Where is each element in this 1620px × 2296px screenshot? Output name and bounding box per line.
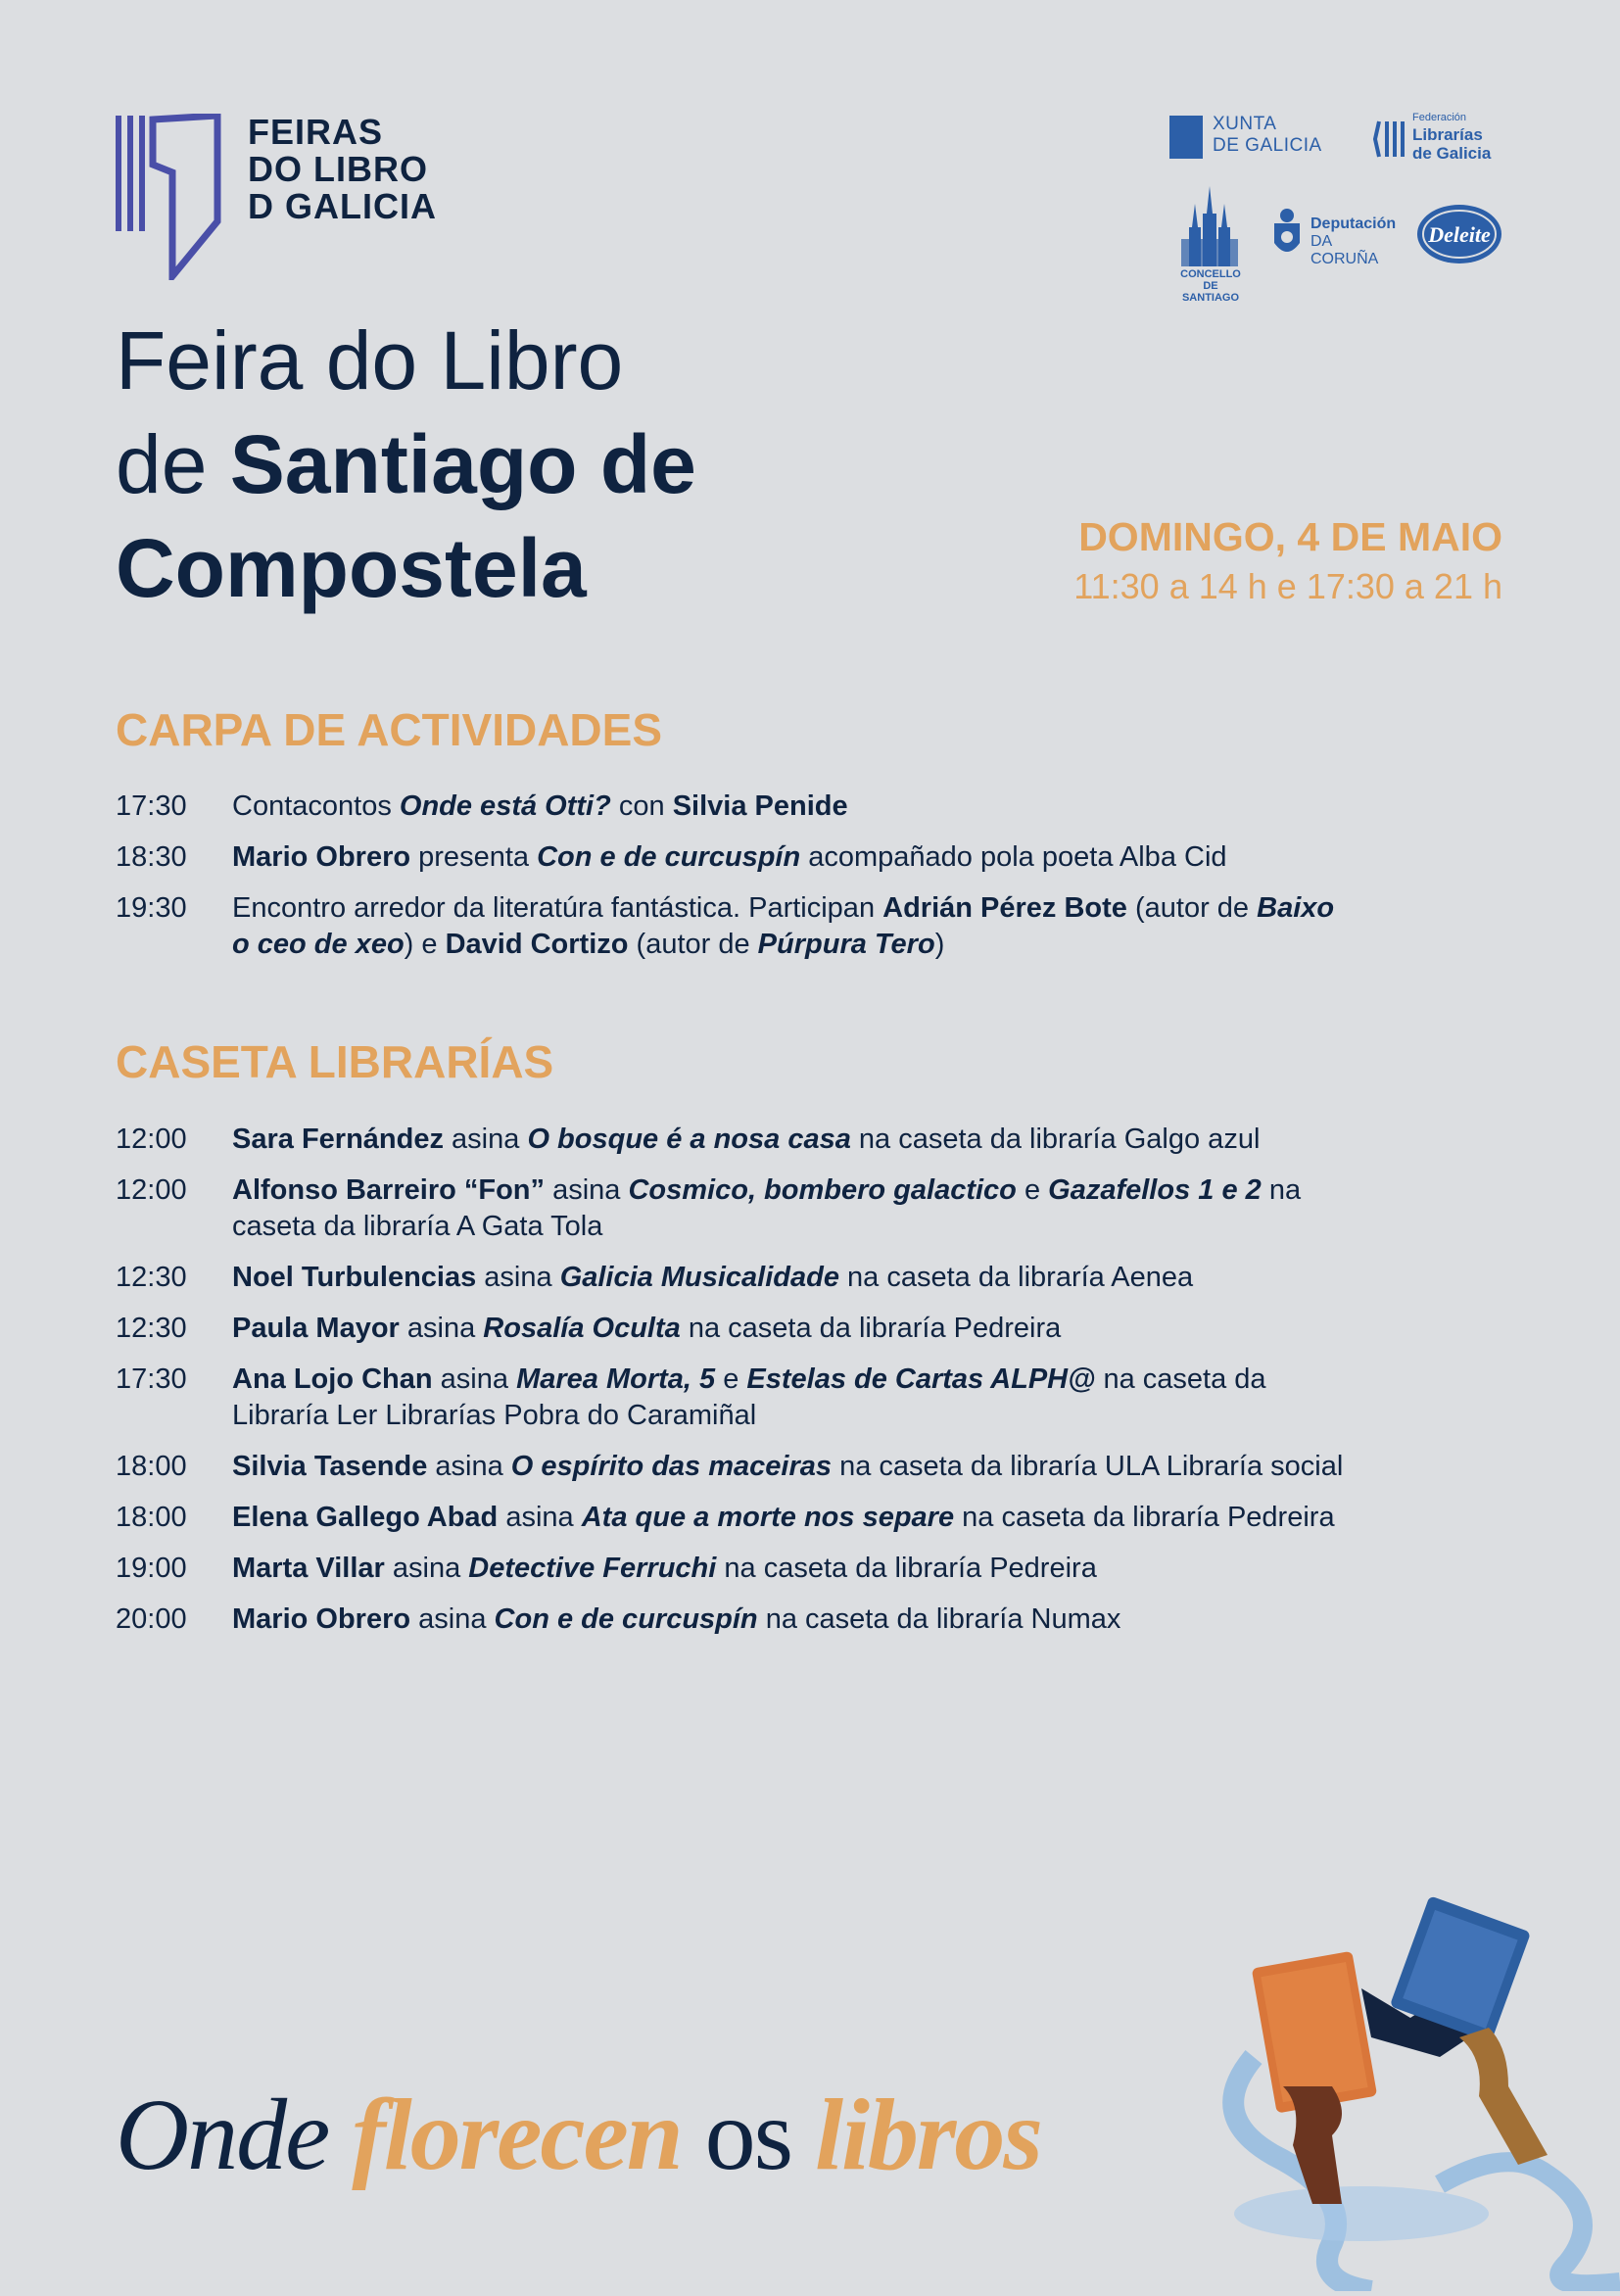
book-title: O espírito das maceiras — [510, 1451, 833, 1482]
row-time: 17:30 — [116, 1363, 187, 1395]
carpa-schedule — [116, 789, 1350, 978]
schedule-row — [116, 1260, 1350, 1296]
person-name: Paula Mayor — [232, 1313, 400, 1344]
row-description — [232, 1260, 1350, 1296]
row-description — [232, 1362, 1350, 1434]
person-name: Alfonso Barreiro “Fon” — [232, 1174, 546, 1206]
book-title: Detective Ferruchi — [468, 1553, 717, 1584]
d: presenta — [410, 841, 538, 873]
row-time: 19:00 — [116, 1553, 187, 1584]
person-name: Marta Villar — [232, 1553, 385, 1584]
person-name: Silvia Penide — [672, 790, 848, 822]
book-logo-icon — [116, 114, 223, 280]
row-time: 20:00 — [116, 1603, 187, 1635]
deputacion-line-1: Deputación — [1310, 215, 1397, 232]
deleite-badge-icon — [1414, 202, 1504, 266]
schedule-row — [116, 789, 1350, 825]
federacion-bars-icon — [1373, 118, 1406, 161]
schedule-row — [116, 839, 1350, 876]
brand-line-2: DO LIBRO — [248, 149, 428, 189]
d: asina — [443, 1124, 528, 1155]
books-hands-illustration — [1215, 1890, 1620, 2291]
schedule-row — [116, 1449, 1350, 1485]
d: e — [1016, 1174, 1049, 1206]
feiras-do-libro-logo — [116, 114, 449, 280]
d: (autor de — [628, 929, 758, 960]
d: con — [610, 790, 673, 822]
brand-line-3: D GALICIA — [248, 186, 437, 226]
deputacion-coruna-logo — [1271, 206, 1399, 267]
row-description — [232, 839, 1350, 876]
federacion-librarias-logo — [1373, 112, 1520, 167]
book-title: Con e de curcuspín — [537, 841, 801, 873]
carpa-heading: CARPA DE ACTIVIDADES — [116, 704, 662, 755]
d: na caseta da libraría Pedreira — [716, 1553, 1097, 1584]
schedule-row — [116, 1362, 1350, 1434]
concello-line-2: SANTIAGO — [1181, 292, 1240, 304]
d: asina — [432, 1363, 517, 1395]
title-line-2-prefix: de — [116, 418, 230, 510]
federacion-line-2: de Galicia — [1412, 144, 1492, 163]
row-description — [232, 890, 1350, 963]
row-description — [232, 1602, 1350, 1638]
caseta-schedule — [116, 1122, 1350, 1652]
book-title: Gazafellos 1 e 2 — [1048, 1174, 1262, 1206]
row-description — [232, 1449, 1350, 1485]
slogan-word-4: libros — [815, 2079, 1041, 2191]
d: Contacontos — [232, 790, 400, 822]
event-date — [1073, 511, 1502, 611]
d: asina — [399, 1313, 484, 1344]
title-line-2 — [116, 412, 801, 516]
row-time: 12:00 — [116, 1124, 187, 1155]
deputacion-line-2: DA CORUÑA — [1310, 233, 1379, 267]
books-illustration-icon — [1215, 1890, 1620, 2291]
row-description — [232, 1551, 1350, 1587]
deleite-logo — [1414, 202, 1504, 266]
book-title: Cosmico, bombero galactico — [628, 1174, 1017, 1206]
row-description — [232, 1172, 1350, 1245]
row-time: 17:30 — [116, 790, 187, 822]
brand-line-1: FEIRAS — [248, 112, 384, 152]
d: na caseta da libraría Pedreira — [954, 1502, 1335, 1533]
d: Encontro arredor da literatúra fantástica. Participan — [232, 892, 883, 924]
caseta-heading: CASETA LIBRARÍAS — [116, 1036, 554, 1087]
book-title: Galicia Musicalidade — [559, 1262, 839, 1293]
row-time: 12:00 — [116, 1174, 187, 1206]
book-title: Púrpura Tero — [757, 929, 935, 960]
xunta-line-2: DE GALICIA — [1213, 135, 1322, 156]
d: asina — [410, 1603, 495, 1635]
person-name: Noel Turbulencias — [232, 1262, 477, 1293]
slogan-word-2: florecen — [352, 2079, 682, 2191]
schedule-row — [116, 1172, 1350, 1245]
row-description — [232, 1311, 1350, 1347]
xunta-logo — [1169, 114, 1336, 163]
title-line-1: Feira do Libro — [116, 314, 624, 407]
row-time: 12:30 — [116, 1262, 187, 1293]
title-line-3: Compostela — [116, 522, 587, 614]
row-description — [232, 789, 1350, 825]
event-hours: 11:30 a 14 h e 17:30 a 21 h — [1073, 566, 1502, 606]
d: ) — [934, 929, 945, 960]
schedule-row — [116, 1122, 1350, 1158]
person-name: Mario Obrero — [232, 1603, 411, 1635]
row-time: 18:00 — [116, 1451, 187, 1482]
schedule-row — [116, 1500, 1350, 1536]
d: asina — [427, 1451, 511, 1482]
person-name: Sara Fernández — [232, 1124, 444, 1155]
deleite-label: Deleite — [1428, 222, 1491, 247]
d: asina — [476, 1262, 560, 1293]
person-name: Mario Obrero — [232, 841, 411, 873]
d: e — [715, 1363, 747, 1395]
shield-icon — [1271, 206, 1303, 261]
d: na caseta da libraría Pedreira — [680, 1313, 1062, 1344]
row-description — [232, 1500, 1350, 1536]
row-time: 12:30 — [116, 1313, 187, 1344]
schedule-row — [116, 890, 1350, 963]
d: asina — [384, 1553, 469, 1584]
slogan-word-1: Onde — [116, 2079, 353, 2191]
d: ) e — [404, 929, 446, 960]
title-line-2-bold: Santiago de — [229, 418, 696, 510]
slogan — [116, 2077, 1041, 2193]
d: (autor de — [1126, 892, 1258, 924]
schedule-row — [116, 1602, 1350, 1638]
person-name: David Cortizo — [445, 929, 629, 960]
d: na caseta da libraría Numax — [757, 1603, 1121, 1635]
federacion-line-1: Librarías — [1412, 125, 1483, 144]
book-title: Marea Morta, 5 — [516, 1363, 716, 1395]
federacion-small: Federación — [1412, 112, 1467, 123]
concello-santiago-logo — [1166, 184, 1254, 304]
row-time: 19:30 — [116, 892, 187, 924]
book-title: Ata que a morte nos separe — [581, 1502, 955, 1533]
person-name: Ana Lojo Chan — [232, 1363, 433, 1395]
book-title: O bosque é a nosa casa — [527, 1124, 851, 1155]
book-title: Rosalía Oculta — [483, 1313, 681, 1344]
person-name: Silvia Tasende — [232, 1451, 428, 1482]
row-description — [232, 1122, 1350, 1158]
concello-line-1: CONCELLO DE — [1180, 268, 1241, 292]
row-time: 18:30 — [116, 841, 187, 873]
cathedral-icon — [1166, 184, 1254, 266]
xunta-flag-icon — [1169, 116, 1203, 159]
book-title: Estelas de Cartas ALPH@ — [746, 1363, 1096, 1395]
d: asina — [545, 1174, 629, 1206]
d: na caseta da libraría Aenea — [838, 1262, 1194, 1293]
xunta-line-1: XUNTA — [1213, 114, 1277, 134]
person-name: Adrián Pérez Bote — [882, 892, 1127, 924]
event-day: DOMINGO, 4 DE MAIO — [1078, 514, 1502, 559]
d: na caseta da libraría Galgo azul — [850, 1124, 1261, 1155]
book-title: Onde está Otti? — [399, 790, 611, 822]
book-title: Con e de curcuspín — [494, 1603, 758, 1635]
book-title: Baixo o ceo de xeo — [232, 892, 1335, 960]
d: na caseta da libraría ULA Libraría social — [832, 1451, 1344, 1482]
schedule-row — [116, 1311, 1350, 1347]
page-title — [116, 309, 801, 620]
d: asina — [498, 1502, 582, 1533]
d: acompañado pola poeta Alba Cid — [800, 841, 1227, 873]
d: na caseta da libraría A Gata Tola — [232, 1174, 1302, 1242]
person-name: Elena Gallego Abad — [232, 1502, 499, 1533]
schedule-row — [116, 1551, 1350, 1587]
row-time: 18:00 — [116, 1502, 187, 1533]
sponsor-logos — [1166, 108, 1518, 304]
d: na caseta da Libraría Ler Librarías Pobra do Caramiñal — [232, 1363, 1266, 1431]
slogan-word-3: os — [681, 2079, 816, 2191]
